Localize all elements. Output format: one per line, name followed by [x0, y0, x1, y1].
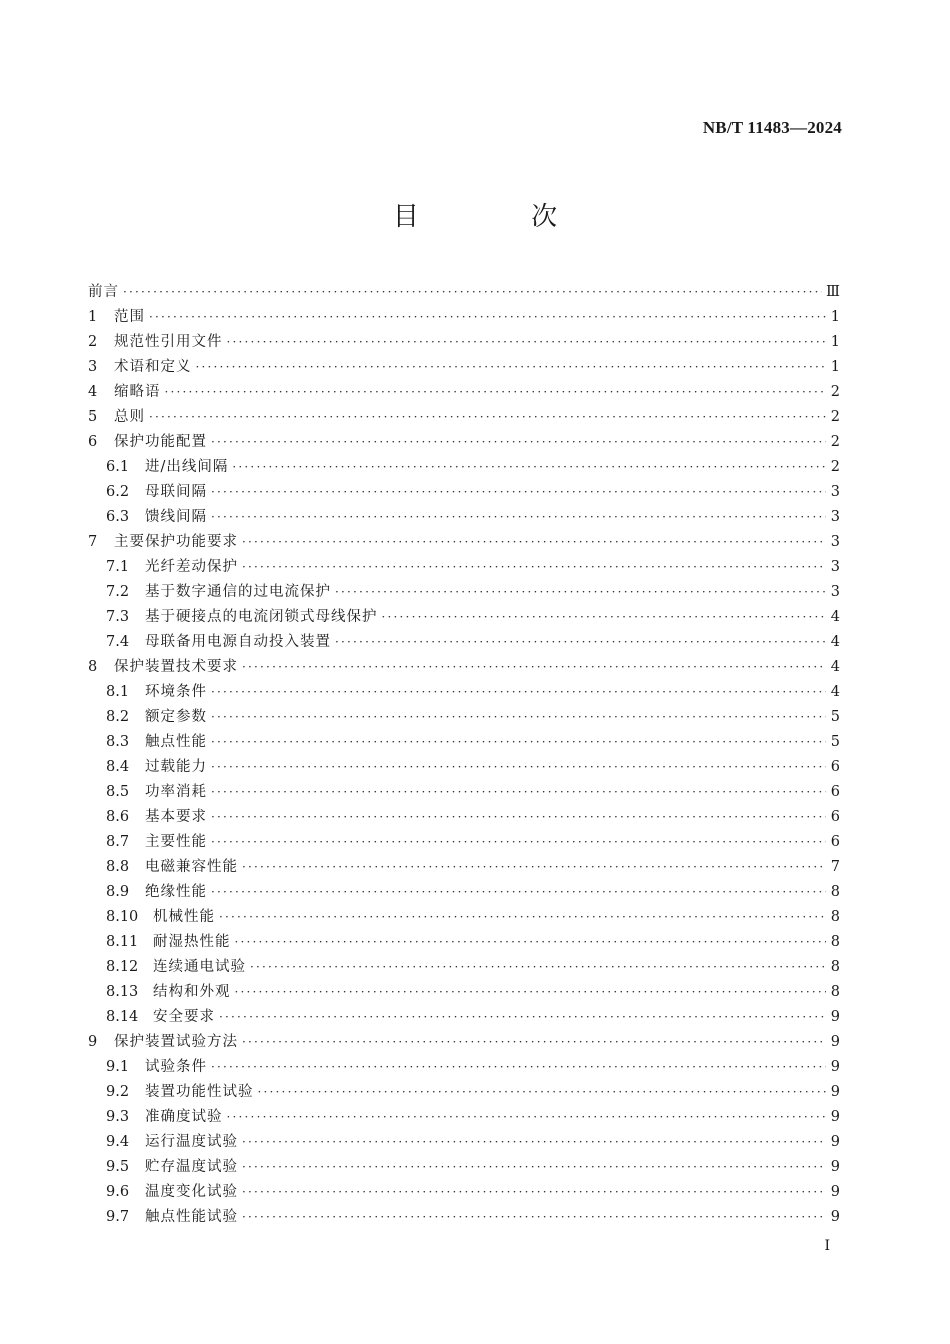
toc-entry[interactable] [88, 880, 840, 905]
toc-entry-title: 绝缘性能 [145, 884, 207, 900]
toc-dot-leader [382, 605, 827, 630]
toc-entry-number: 8.14 [106, 1009, 139, 1025]
toc-entry-title: 主要保护功能要求 [114, 534, 238, 550]
toc-entry-title: 前言 [88, 284, 119, 300]
toc-entry-title: 范围 [114, 309, 145, 325]
toc-entry-page: 3 [830, 559, 840, 575]
toc-entry-number: 9 [88, 1034, 98, 1050]
toc-dot-leader [211, 830, 826, 855]
toc-entry-number: 9.3 [106, 1109, 130, 1125]
toc-entry-page: 9 [830, 1034, 840, 1050]
toc-entry-title: 基于数字通信的过电流保护 [145, 584, 331, 600]
toc-entry-title: 基本要求 [145, 809, 207, 825]
table-of-contents [88, 280, 840, 1230]
toc-dot-leader [211, 480, 826, 505]
toc-entry-number: 8.5 [106, 784, 130, 800]
toc-dot-leader [242, 655, 826, 680]
toc-dot-leader [211, 730, 826, 755]
toc-entry-page: 8 [830, 984, 840, 1000]
toc-entry[interactable] [88, 1030, 840, 1055]
toc-entry-title: 缩略语 [114, 384, 161, 400]
toc-entry[interactable] [88, 455, 840, 480]
toc-entry-title: 装置功能性试验 [145, 1084, 254, 1100]
toc-entry[interactable] [88, 805, 840, 830]
toc-dot-leader [149, 405, 826, 430]
toc-entry-page: 6 [830, 809, 840, 825]
toc-dot-leader [219, 1005, 826, 1030]
toc-entry-page: 9 [830, 1059, 840, 1075]
toc-dot-leader [227, 1105, 827, 1130]
toc-dot-leader [211, 880, 826, 905]
toc-entry-title: 安全要求 [153, 1009, 215, 1025]
toc-dot-leader [219, 905, 826, 930]
page-number: I [824, 1238, 830, 1254]
toc-dot-leader [149, 305, 826, 330]
toc-entry-page: 7 [830, 859, 840, 875]
toc-entry[interactable] [88, 855, 840, 880]
toc-entry[interactable] [88, 1155, 840, 1180]
toc-entry-number: 9.4 [106, 1134, 130, 1150]
toc-entry-title: 基于硬接点的电流闭锁式母线保护 [145, 609, 378, 625]
toc-entry-title: 母联间隔 [145, 484, 207, 500]
toc-entry-page: 3 [830, 584, 840, 600]
toc-dot-leader [235, 980, 827, 1005]
toc-entry[interactable] [88, 905, 840, 930]
toc-entry-number: 9.5 [106, 1159, 130, 1175]
toc-entry-page: 2 [830, 409, 840, 425]
toc-entry-page: 8 [830, 934, 840, 950]
toc-entry-page: 1 [830, 334, 840, 350]
toc-entry-page: Ⅲ [826, 284, 840, 300]
toc-dot-leader [242, 1205, 826, 1230]
toc-entry-title: 电磁兼容性能 [145, 859, 238, 875]
toc-entry-page: 8 [830, 884, 840, 900]
toc-entry-title: 准确度试验 [145, 1109, 223, 1125]
toc-entry-number: 9.2 [106, 1084, 130, 1100]
toc-entry-page: 2 [830, 434, 840, 450]
toc-entry-title: 保护装置试验方法 [114, 1034, 238, 1050]
toc-entry[interactable] [88, 480, 840, 505]
toc-entry-number: 2 [88, 334, 98, 350]
toc-entry-page: 9 [830, 1209, 840, 1225]
toc-entry-number: 6.2 [106, 484, 130, 500]
toc-dot-leader [258, 1080, 827, 1105]
toc-entry[interactable] [88, 405, 840, 430]
toc-entry-page: 9 [830, 1184, 840, 1200]
toc-entry-number: 8.7 [106, 834, 130, 850]
toc-entry-title: 温度变化试验 [145, 1184, 238, 1200]
toc-entry[interactable] [88, 605, 840, 630]
toc-entry-page: 9 [830, 1109, 840, 1125]
toc-dot-leader [211, 680, 826, 705]
toc-entry[interactable] [88, 505, 840, 530]
toc-entry[interactable] [88, 305, 840, 330]
toc-entry[interactable] [88, 580, 840, 605]
toc-entry-number: 8.10 [106, 909, 139, 925]
toc-entry-title: 馈线间隔 [145, 509, 207, 525]
toc-entry-page: 8 [830, 959, 840, 975]
toc-entry-number: 4 [88, 384, 98, 400]
toc-entry-number: 8.8 [106, 859, 130, 875]
toc-dot-leader [242, 555, 826, 580]
toc-dot-leader [211, 505, 826, 530]
toc-entry-number: 7.2 [106, 584, 130, 600]
toc-entry-title: 主要性能 [145, 834, 207, 850]
toc-dot-leader [211, 805, 826, 830]
toc-entry-number: 8.6 [106, 809, 130, 825]
toc-entry-title: 触点性能试验 [145, 1209, 238, 1225]
toc-entry-title: 触点性能 [145, 734, 207, 750]
toc-entry-page: 4 [830, 634, 840, 650]
toc-dot-leader [196, 355, 827, 380]
toc-entry-page: 3 [830, 484, 840, 500]
toc-entry[interactable] [88, 830, 840, 855]
toc-entry-page: 4 [830, 684, 840, 700]
toc-entry[interactable] [88, 930, 840, 955]
toc-entry-page: 9 [830, 1134, 840, 1150]
toc-entry-number: 6 [88, 434, 98, 450]
toc-entry-title: 贮存温度试验 [145, 1159, 238, 1175]
toc-entry[interactable] [88, 1205, 840, 1230]
toc-entry[interactable] [88, 630, 840, 655]
toc-entry[interactable] [88, 1005, 840, 1030]
toc-entry-number: 1 [88, 309, 98, 325]
toc-entry-number: 8.11 [106, 934, 139, 950]
toc-entry-title: 连续通电试验 [153, 959, 246, 975]
toc-dot-leader [165, 380, 827, 405]
toc-entry-page: 5 [830, 734, 840, 750]
toc-entry-number: 5 [88, 409, 98, 425]
toc-entry-page: 3 [830, 509, 840, 525]
toc-entry-page: 2 [830, 459, 840, 475]
toc-entry-number: 8.12 [106, 959, 139, 975]
standard-number: NB/T 11483—2024 [702, 118, 842, 137]
toc-entry-number: 6.3 [106, 509, 130, 525]
toc-dot-leader [211, 780, 826, 805]
toc-entry-page: 9 [830, 1084, 840, 1100]
toc-entry-title: 进/出线间隔 [145, 459, 229, 475]
toc-entry-page: 4 [830, 659, 840, 675]
toc-entry-page: 3 [830, 534, 840, 550]
toc-entry-title: 术语和定义 [114, 359, 192, 375]
toc-entry-title: 光纤差动保护 [145, 559, 238, 575]
toc-dot-leader [211, 705, 826, 730]
toc-entry-number: 9.6 [106, 1184, 130, 1200]
toc-entry-page: 6 [830, 759, 840, 775]
toc-entry-title: 机械性能 [153, 909, 215, 925]
toc-entry-page: 2 [830, 384, 840, 400]
toc-dot-leader [242, 855, 826, 880]
toc-entry[interactable] [88, 530, 840, 555]
toc-dot-leader [235, 930, 827, 955]
toc-entry[interactable] [88, 355, 840, 380]
toc-entry-page: 6 [830, 784, 840, 800]
toc-entry-page: 4 [830, 609, 840, 625]
toc-entry-number: 7.1 [106, 559, 130, 575]
toc-entry-title: 保护装置技术要求 [114, 659, 238, 675]
toc-entry-number: 8.1 [106, 684, 130, 700]
toc-entry-page: 6 [830, 834, 840, 850]
toc-entry-title: 功率消耗 [145, 784, 207, 800]
toc-entry[interactable] [88, 555, 840, 580]
toc-entry[interactable] [88, 1055, 840, 1080]
toc-entry[interactable] [88, 705, 840, 730]
toc-dot-leader [211, 1055, 826, 1080]
toc-dot-leader [242, 1155, 826, 1180]
toc-entry-number: 7.4 [106, 634, 130, 650]
toc-entry-title: 试验条件 [145, 1059, 207, 1075]
toc-entry[interactable] [88, 1180, 840, 1205]
toc-entry[interactable] [88, 955, 840, 980]
toc-dot-leader [232, 455, 826, 480]
page-title: 目 次 [392, 202, 610, 232]
toc-entry[interactable] [88, 1080, 840, 1105]
toc-entry-number: 8.13 [106, 984, 139, 1000]
toc-entry-number: 9.7 [106, 1209, 130, 1225]
toc-dot-leader [123, 280, 822, 305]
toc-entry-title: 母联备用电源自动投入装置 [145, 634, 331, 650]
toc-dot-leader [242, 1180, 826, 1205]
toc-dot-leader [227, 330, 827, 355]
toc-entry-number: 7.3 [106, 609, 130, 625]
toc-entry[interactable] [88, 1130, 840, 1155]
toc-entry-page: 1 [830, 309, 840, 325]
toc-entry[interactable] [88, 730, 840, 755]
toc-entry-number: 8.2 [106, 709, 130, 725]
toc-entry-number: 8 [88, 659, 98, 675]
toc-entry[interactable] [88, 655, 840, 680]
toc-entry-number: 6.1 [106, 459, 130, 475]
toc-entry-title: 运行温度试验 [145, 1134, 238, 1150]
toc-entry[interactable] [88, 755, 840, 780]
toc-entry-title: 环境条件 [145, 684, 207, 700]
toc-entry[interactable] [88, 980, 840, 1005]
toc-entry-number: 9.1 [106, 1059, 130, 1075]
toc-entry-title: 规范性引用文件 [114, 334, 223, 350]
toc-entry-title: 结构和外观 [153, 984, 231, 1000]
toc-entry-page: 9 [830, 1159, 840, 1175]
toc-entry[interactable] [88, 1105, 840, 1130]
toc-dot-leader [211, 755, 826, 780]
toc-entry-number: 8.4 [106, 759, 130, 775]
toc-entry[interactable] [88, 430, 840, 455]
toc-dot-leader [250, 955, 826, 980]
toc-entry-number: 8.9 [106, 884, 130, 900]
toc-dot-leader [242, 1130, 826, 1155]
toc-entry-title: 保护功能配置 [114, 434, 207, 450]
toc-entry-page: 9 [830, 1009, 840, 1025]
toc-entry[interactable] [88, 330, 840, 355]
toc-entry-number: 3 [88, 359, 98, 375]
toc-entry-page: 5 [830, 709, 840, 725]
toc-entry-page: 1 [830, 359, 840, 375]
toc-entry-title: 总则 [114, 409, 145, 425]
toc-dot-leader [242, 1030, 826, 1055]
toc-entry[interactable] [88, 280, 840, 305]
toc-entry[interactable] [88, 680, 840, 705]
toc-entry-title: 耐湿热性能 [153, 934, 231, 950]
toc-dot-leader [335, 630, 826, 655]
toc-dot-leader [211, 430, 826, 455]
toc-entry[interactable] [88, 780, 840, 805]
toc-entry[interactable] [88, 380, 840, 405]
toc-dot-leader [242, 530, 826, 555]
toc-entry-title: 额定参数 [145, 709, 207, 725]
toc-entry-number: 7 [88, 534, 98, 550]
toc-entry-number: 8.3 [106, 734, 130, 750]
toc-entry-title: 过载能力 [145, 759, 207, 775]
toc-dot-leader [335, 580, 826, 605]
toc-entry-page: 8 [830, 909, 840, 925]
